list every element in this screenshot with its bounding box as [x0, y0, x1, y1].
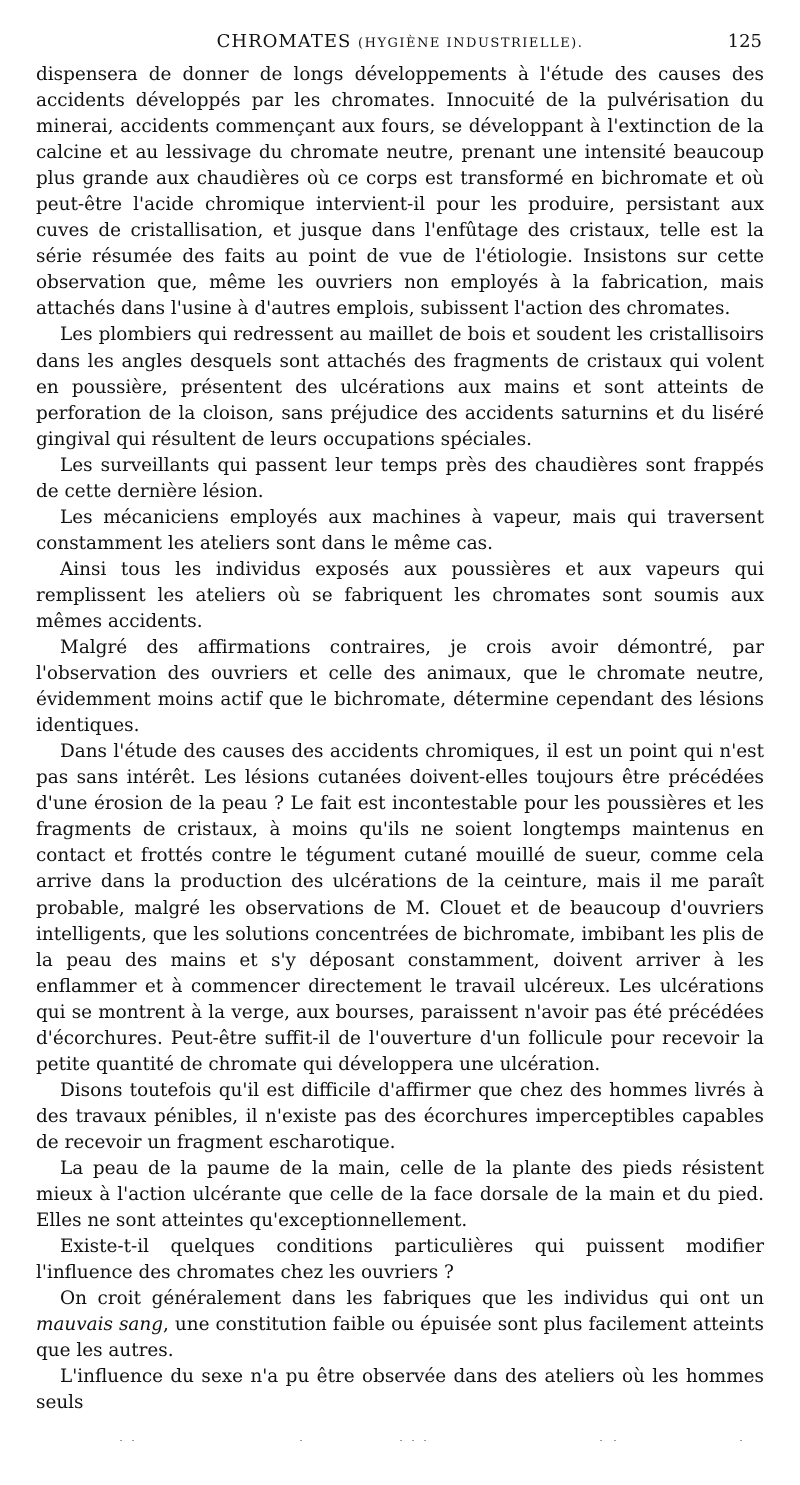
paragraph-5: Ainsi tous les individus exposés aux poussières et aux vapeurs qui remplissent les ateliers où se fabriquent les chromates sont soumis aux mêmes accidents.: [36, 558, 764, 632]
paragraph-3: Les surveillants qui passent leur temps près des chaudières sont frappés de cette dernière lésion.: [36, 454, 764, 502]
paragraph-7: Dans l'étude des causes des accidents chromiques, il est un point qui n'est pas sans intérêt. Les lésions cutanées doivent-elles toujours être précédées d'une érosion de la peau ? Le fait est incontestable pour les poussières et les fragments de cristaux, à moins qu'ils ne soient longtemps maintenus en contact et frottés contre le tégument cutané mouillé de sueur, comme cela arrive dans la production des ulcérations de la ceinture, mais il me paraît probable, malgré les observations de M. Clouet et de beaucoup d'ouvriers intelligents, que les solutions concentrées de bichromate, imbibant les plis de la peau des mains et s'y déposant constamment, doivent arriver à les enflammer et à commencer directement le travail ulcéreux. Les ulcérations qui se montrent à la verge, aux bourses, paraissent n'avoir pas été précédées d'écorchures. Peut-être suffit-il de l'ouverture d'un follicule pour recevoir la petite quantité de chromate qui développera une ulcération.: [36, 741, 764, 1075]
scan-speck: [400, 1440, 402, 1441]
scan-specks: [120, 1440, 760, 1448]
running-title-sub: (HYGIÈNE INDUSTRIELLE).: [358, 36, 584, 51]
paragraph-11-italic: mauvais sang: [36, 1314, 163, 1336]
paragraph-1: dispensera de donner de longs développements à l'étude des causes des accidents développés par les chromates. Innocuité de la pulvérisation du minerai, accidents commençant aux fours, se développant à l'extinction de la calcine et au lessivage du chromate neutre, prenant une intensité beaucoup plus grande aux chaudières où ce corps est transformé en bichromate et où peut-être l'acide chromique intervient-il pour les produire, persistant aux cuves de cristallisation, et jusque dans l'enfûtage des cristaux, telle est la série résumée des faits au point de vue de l'étiologie. Insistons sur cette observation que, même les ouvriers non employés à la fabrication, mais attachés dans l'usine à d'autres emplois, subissent l'action des chromates.: [36, 64, 764, 320]
paragraph-6: Malgré des affirmations contraires, je crois avoir démontré, par l'observation des ouvriers et celle des animaux, que le chromate neutre, évidemment moins actif que le bichromate, détermine cependant des lésions identiques.: [36, 637, 764, 737]
body-text: [36, 62, 764, 1416]
scan-speck: [614, 1440, 616, 1441]
paragraph-11-start: On croit généralement dans les fabriques que les individus qui ont un: [60, 1288, 764, 1310]
scan-speck: [300, 1440, 302, 1441]
paragraph-9: La peau de la paume de la main, celle de la plante des pieds résistent mieux à l'action ulcérante que celle de la face dorsale de la main et du pied. Elles ne sont atteintes qu'exceptionnellement.: [36, 1157, 764, 1232]
running-title: [36, 30, 764, 56]
scan-speck: [740, 1440, 742, 1441]
scan-speck: [412, 1440, 414, 1441]
running-head: [36, 30, 764, 54]
paragraph-8: Disons toutefois qu'il est difficile d'affirmer que chez des hommes livrés à des travaux pénibles, il n'existe pas des écorchures imperceptibles capables de recevoir un fragment escharotique.: [36, 1079, 764, 1153]
paragraph-10: Existe-t-il quelques conditions particulières qui puissent modifier l'influence des chromates chez les ouvriers ?: [36, 1236, 764, 1284]
paragraph-2: Les plombiers qui redressent au maillet de bois et soudent les cristallisoirs dans les angles desquels sont attachés des fragments de cristaux qui volent en poussière, présentent des ulcérations aux mains et sont atteints de perforation de la cloison, sans préjudice des accidents saturnins et du liséré gingival qui résultent de leurs occupations spéciales.: [36, 324, 764, 450]
paragraph-4: Les mécaniciens employés aux machines à vapeur, mais qui traversent constamment les ateliers sont dans le même cas.: [36, 506, 764, 554]
scan-speck: [132, 1440, 134, 1441]
running-title-main: CHROMATES: [216, 31, 352, 52]
scan-speck: [120, 1440, 122, 1441]
scan-speck: [600, 1440, 602, 1441]
paragraph-12: L'influence du sexe n'a pu être observée dans des ateliers où les hommes seuls: [36, 1366, 764, 1414]
page-number: 125: [727, 31, 762, 52]
scan-speck: [424, 1440, 426, 1441]
paragraph-11-end: , une constitution faible ou épuisée sont plus facilement atteints que les autres.: [36, 1314, 764, 1362]
paragraph-11: [36, 1286, 764, 1364]
